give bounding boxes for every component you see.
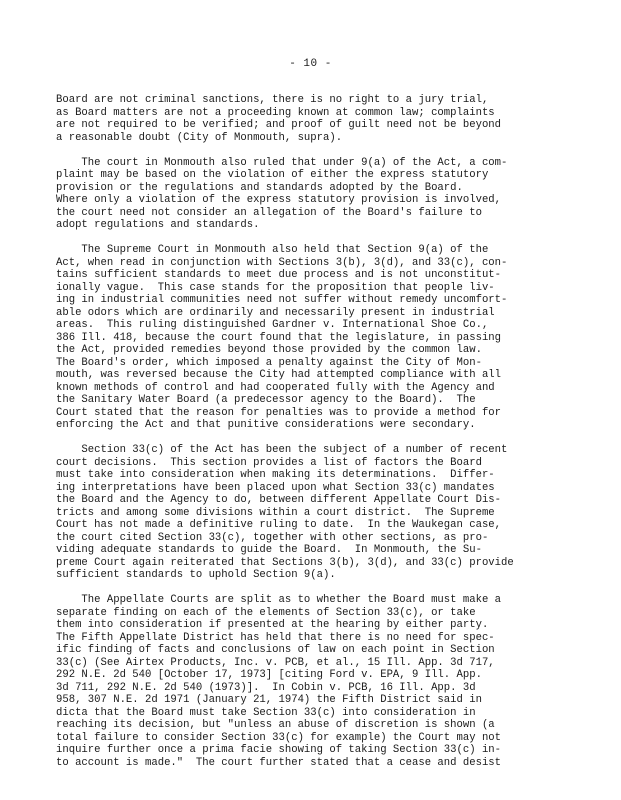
text-line: the Act, provided remedies beyond those provided by the common law. (56, 344, 482, 356)
text-line: Court stated that the reason for penalties was to provide a method for (56, 406, 502, 419)
text-line: The Appellate Courts are split as to whether the Board must make a (56, 594, 502, 606)
text-line: the Board and the Agency to do, between different Appellate Court Dis- (56, 494, 502, 506)
text-line: the court cited Section 33(c), together with other sections, as pro- (56, 531, 489, 544)
text-line: sufficient standards to uphold Section 9(a). (56, 569, 336, 581)
paragraph-gap (56, 582, 576, 595)
paragraph-gap (56, 432, 576, 445)
text-line: as Board matters are not a proceeding known at common law; complaints (56, 106, 495, 119)
text-line: The Fifth Appellate District has held that there is no need for spec- (56, 631, 495, 644)
text-line: Court has not made a definitive ruling to date. In the Waukegan case, (56, 519, 502, 531)
text-line: able odors which are ordinarily and necessarily present in industrial (56, 306, 495, 319)
text-line: known methods of control and had cooperated fully with the Agency and (56, 381, 495, 394)
paragraph (56, 244, 576, 432)
text-line: mouth, was reversed because the City had attempted compliance with all (56, 369, 502, 381)
text-line: 3d 711, 292 N.E. 2d 540 (1973)]. In Cobin v. PCB, 16 Ill. App. 3d (56, 681, 476, 694)
text-line: must take into consideration when making its determinations. Differ- (56, 469, 495, 481)
text-line: the court need not consider an allegation of the Board's failure to (56, 206, 482, 219)
text-line: the Sanitary Water Board (a predecessor agency to the Board). The (56, 394, 476, 406)
text-line: dicta that the Board must take Section 33(c) into consideration in (56, 706, 476, 719)
text-line: The Supreme Court in Monmouth also held that Section 9(a) of the (56, 244, 489, 256)
text-line: Act, when read in conjunction with Sections 3(b), 3(d), and 33(c), con- (56, 256, 508, 269)
text-line: viding adequate standards to guide the Board. In Monmouth, the Su- (56, 544, 482, 556)
text-line: Board are not criminal sanctions, there is no right to a jury trial, (56, 94, 489, 106)
text-line: are not required to be verified; and proof of guilt need not be beyond (56, 119, 502, 131)
text-line: a reasonable doubt (City of Monmouth, supra). (56, 131, 343, 144)
text-line: 958, 307 N.E. 2d 1971 (January 21, 1974) the Fifth District said in (56, 694, 482, 706)
text-line: ing interpretations have been placed upon what Section 33(c) mandates (56, 481, 495, 494)
text-line: to account is made." The court further stated that a cease and desist (56, 756, 502, 769)
text-line: court decisions. This section provides a list of factors the Board (56, 456, 482, 469)
paragraph (56, 157, 576, 232)
text-line: The court in Monmouth also ruled that under 9(a) of the Act, a com- (56, 156, 508, 169)
text-line: ing in industrial communities need not suffer without remedy uncomfort- (56, 294, 508, 306)
text-line: reaching its decision, but "unless an abuse of discretion is shown (a (56, 719, 495, 731)
text-line: The Board's order, which imposed a penalty against the City of Mon- (56, 356, 482, 369)
text-line: areas. This ruling distinguished Gardner v. International Shoe Co., (56, 319, 489, 331)
paragraph (56, 594, 576, 769)
document-body (56, 94, 576, 769)
text-line: Where only a violation of the express statutory provision is involved, (56, 194, 502, 206)
paragraph (56, 444, 576, 582)
text-line: Section 33(c) of the Act has been the subject of a number of recent (56, 444, 508, 456)
text-line: 33(c) (See Airtex Products, Inc. v. PCB, et al., 15 Ill. App. 3d 717, (56, 656, 495, 669)
text-line: enforcing the Act and that punitive considerations were secondary. (56, 419, 476, 431)
text-line: ionally vague. This case stands for the proposition that people liv- (56, 281, 495, 294)
text-line: ific finding of facts and conclusions of law on each point in Section (56, 644, 495, 656)
text-line: provision or the regulations and standards adopted by the Board. (56, 181, 463, 194)
text-line: total failure to consider Section 33(c) for example) the Court may not (56, 731, 502, 744)
text-line: plaint may be based on the violation of either the express statutory (56, 169, 489, 181)
paragraph-gap (56, 144, 576, 157)
text-line: separate finding on each of the elements of Section 33(c), or take (56, 606, 476, 619)
paragraph (56, 94, 576, 144)
text-line: tricts and among some divisions within a court district. The Supreme (56, 506, 495, 519)
text-line: adopt regulations and standards. (56, 219, 260, 231)
text-line: inquire further once a prima facie showing of taking Section 33(c) in- (56, 744, 502, 756)
page-number: - 10 - (289, 58, 332, 70)
text-line: 292 N.E. 2d 540 [October 17, 1973] [citing Ford v. EPA, 9 Ill. App. (56, 669, 482, 681)
text-line: them into consideration if presented at the hearing by either party. (56, 619, 489, 631)
text-line: preme Court again reiterated that Sections 3(b), 3(d), and 33(c) provide (56, 556, 514, 569)
text-line: 386 Ill. 418, because the court found that the legislature, in passing (56, 331, 502, 344)
text-line: tains sufficient standards to meet due process and is not unconstitut- (56, 269, 502, 281)
paragraph-gap (56, 232, 576, 245)
